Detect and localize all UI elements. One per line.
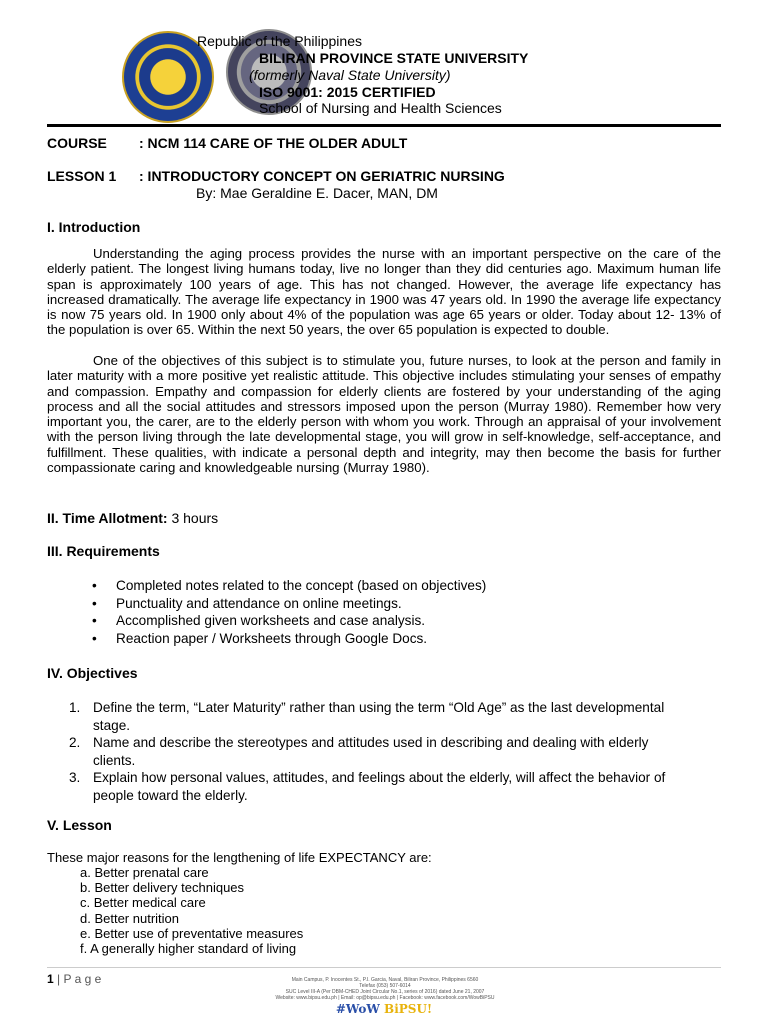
time-allotment bbox=[47, 510, 218, 526]
university-name: BILIRAN PROVINCE STATE UNIVERSITY bbox=[259, 50, 529, 66]
header-divider bbox=[47, 124, 721, 127]
list-item: • Completed notes related to the concept (based on objectives) bbox=[92, 578, 487, 593]
iso-certified: ISO 9001: 2015 CERTIFIED bbox=[259, 84, 436, 100]
objectives-list bbox=[69, 699, 679, 804]
page-number: 1 | P a g e bbox=[47, 972, 102, 986]
lesson-intro: These major reasons for the lengthening of life EXPECTANCY are: bbox=[47, 850, 432, 865]
list-item: • Reaction paper / Worksheets through Google Docs. bbox=[92, 630, 428, 646]
list-item: • Accomplished given worksheets and case analysis. bbox=[92, 613, 426, 628]
objectives-heading: IV. Objectives bbox=[47, 665, 138, 681]
lesson-author: By: Mae Geraldine E. Dacer, MAN, DM bbox=[196, 185, 438, 201]
requirements-list bbox=[92, 577, 486, 647]
formerly-text: (formerly Naval State University) bbox=[249, 67, 451, 83]
list-item: 2. Name and describe the stereotypes and attitudes used in describing and dealing with elderly clients. bbox=[69, 735, 649, 768]
school-name: School of Nursing and Health Sciences bbox=[259, 100, 502, 116]
republic-text: Republic of the Philippines bbox=[197, 33, 362, 49]
course-label: COURSE bbox=[47, 135, 107, 151]
time-allotment-value: 3 hours bbox=[167, 510, 219, 526]
introduction-heading: I. Introduction bbox=[47, 219, 141, 235]
list-item: 3. Explain how personal values, attitudes, and feelings about the elderly, will affect the behavior of people toward the elderly. bbox=[69, 770, 666, 803]
time-allotment-heading: II. Time Allotment: bbox=[47, 510, 168, 526]
introduction-paragraph-2: One of the objectives of this subject is to stimulate you, future nurses, to look at the person and family in later maturity with a more positive yet realistic attitude. This objective includes stimulating your senses of empathy and compassion. Empathy and compassion for elderly clients are fostered by your understanding of the aging process and all the social attitudes and stressors imposed upon the person (Murray 1980). Remember how very important you, the carer, are to the elderly person with whom you work. Through an appraisal of your involvement with the person living through the late developmental stage, you will grow in self-knowledge, self-acceptance, and fulfillment. These qualities, with indicate a personal depth and integrity, may then become the basis for further compassionate caring and knowledgeable nursing (Murray 1980). bbox=[47, 353, 721, 476]
lesson-label: LESSON 1 bbox=[47, 168, 117, 184]
list-item: e. Better use of preventative measures bbox=[80, 925, 304, 941]
list-item: • Punctuality and attendance on online meetings. bbox=[92, 595, 402, 611]
footer-tagline: #WoW BiPSU! bbox=[335, 1002, 433, 1016]
lesson-reasons-list bbox=[80, 865, 303, 956]
list-item: a. Better prenatal care bbox=[80, 865, 209, 880]
list-item: f. A generally higher standard of living bbox=[80, 941, 297, 957]
list-item: b. Better delivery techniques bbox=[80, 880, 245, 896]
course-title: : NCM 114 CARE OF THE OLDER ADULT bbox=[139, 135, 408, 151]
list-item: c. Better medical care bbox=[80, 895, 206, 911]
footer-divider bbox=[47, 967, 721, 968]
list-item: 1. Define the term, “Later Maturity” rather than using the term “Old Age” as the last developmental stage. bbox=[69, 700, 665, 733]
footer-address: Main Campus, P. Inocentes St., P.I. Garcia, Naval, Biliran Province, Philippines 6560 Telefax (053) 507-6014 SUC Level III-A (Per DBM-CHED Joint Circular No.1, series of 2016) dated June 21, 2007 Website: www.bipsu.edu.ph | Email: op@bipsu.edu.ph | Facebook: www.facebook.com/WowBiPSU bbox=[275, 977, 495, 1001]
lesson-section-heading: V. Lesson bbox=[47, 817, 112, 833]
requirements-heading: III. Requirements bbox=[47, 543, 160, 559]
lesson-title: : INTRODUCTORY CONCEPT ON GERIATRIC NURSING bbox=[139, 168, 505, 184]
introduction-paragraph-1: Understanding the aging process provides the nurse with an important perspective on the care of the elderly patient. The longest living humans today, live no longer than they did centuries ago. Maximum human life span is approximately 100 years of age. This has not changed. However, the average life expectancy has increased dramatically. The average life expectancy in 1900 was 47 years old. In 1990 the average life expectancy is now 75 years old. In 1900 only about 4% of the population was age 65 years or older. Today about 12- 13% of the population is over 65. Within the next 50 years, the over 65 population is expected to double. bbox=[47, 246, 721, 338]
list-item: d. Better nutrition bbox=[80, 910, 179, 926]
